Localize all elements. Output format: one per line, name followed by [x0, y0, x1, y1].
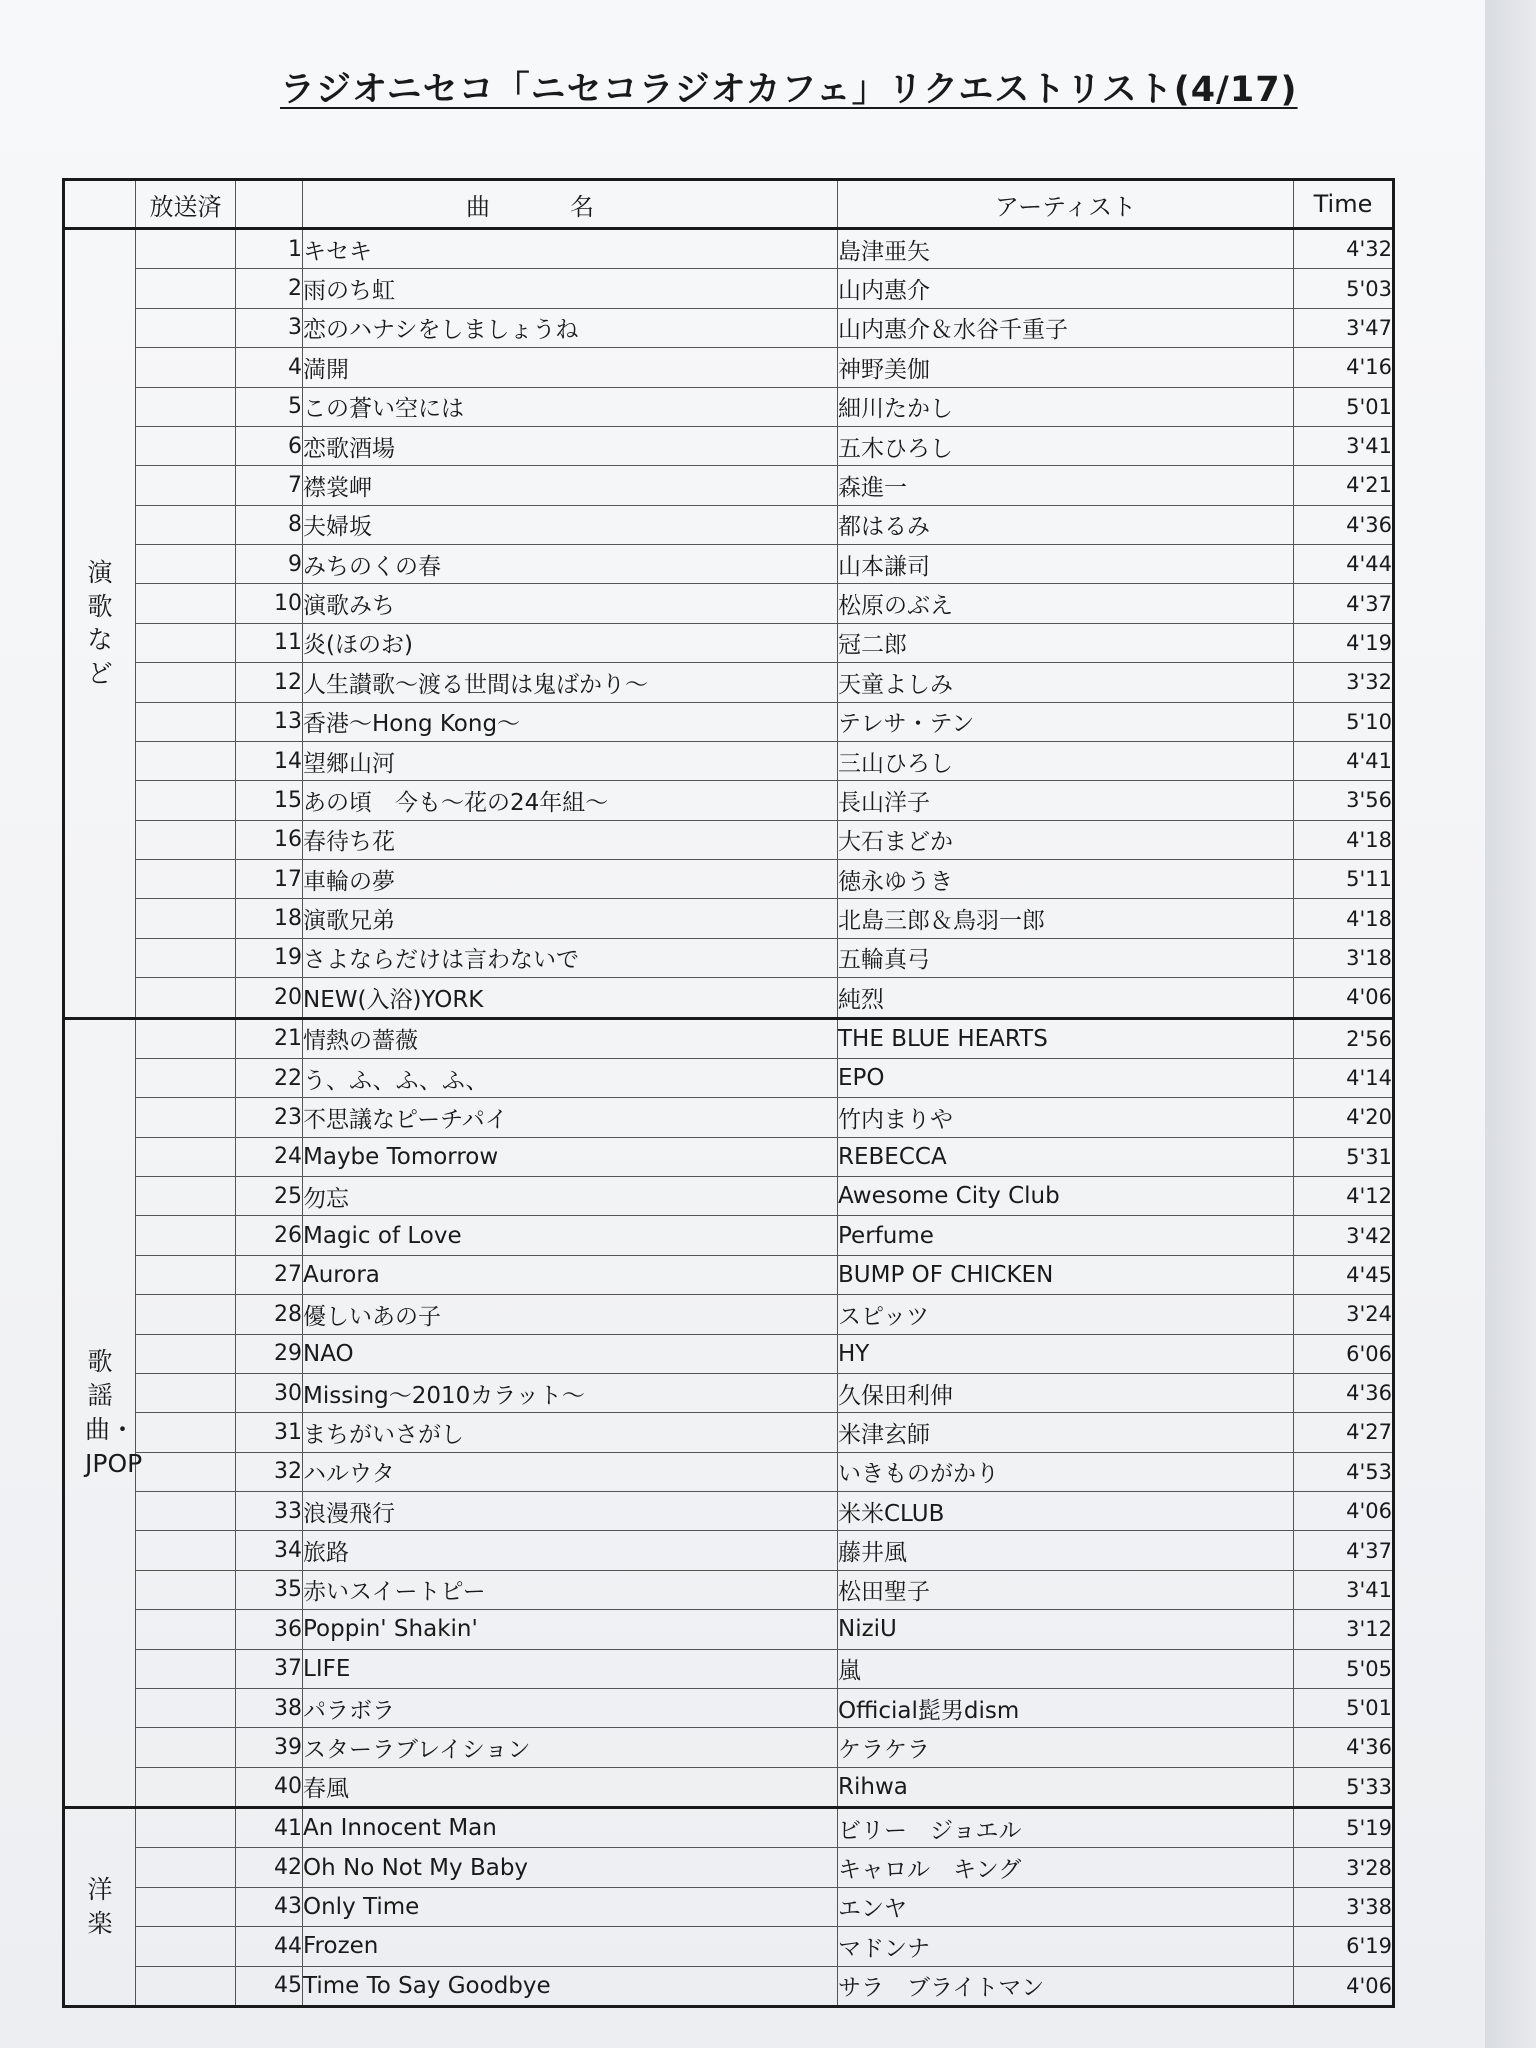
broadcast-checkbox-cell[interactable]	[136, 1295, 236, 1334]
song-number: 34	[236, 1531, 303, 1570]
table-row	[64, 1808, 1394, 1848]
broadcast-checkbox-cell[interactable]	[136, 1531, 236, 1570]
header-artist: アーティスト	[838, 180, 1294, 229]
song-title: Time To Say Goodbye	[303, 1966, 838, 2007]
song-title: 人生讃歌～渡る世間は鬼ばかり～	[303, 663, 838, 702]
table-row	[64, 1887, 1394, 1926]
table-row	[64, 899, 1394, 938]
song-title: 勿忘	[303, 1177, 838, 1216]
song-artist: NiziU	[838, 1610, 1294, 1649]
broadcast-checkbox-cell[interactable]	[136, 1728, 236, 1767]
song-artist: 松田聖子	[838, 1570, 1294, 1609]
table-row	[64, 1767, 1394, 1807]
table-row	[64, 1610, 1394, 1649]
song-time: 5'01	[1294, 1688, 1394, 1727]
song-time: 6'19	[1294, 1927, 1394, 1966]
song-artist: 藤井風	[838, 1531, 1294, 1570]
table-row	[64, 1058, 1394, 1097]
broadcast-checkbox-cell[interactable]	[136, 781, 236, 820]
song-title: Missing～2010カラット～	[303, 1373, 838, 1412]
song-title: あの頃 今も～花の24年組～	[303, 781, 838, 820]
song-time: 4'45	[1294, 1255, 1394, 1294]
song-number: 27	[236, 1255, 303, 1294]
song-time: 5'10	[1294, 702, 1394, 741]
song-title: LIFE	[303, 1649, 838, 1688]
song-artist: 山内惠介＆水谷千重子	[838, 308, 1294, 347]
song-number: 18	[236, 899, 303, 938]
song-artist: 大石まどか	[838, 820, 1294, 859]
song-artist: 天童よしみ	[838, 663, 1294, 702]
song-number: 26	[236, 1216, 303, 1255]
broadcast-checkbox-cell[interactable]	[136, 663, 236, 702]
song-title: Maybe Tomorrow	[303, 1137, 838, 1176]
broadcast-checkbox-cell[interactable]	[136, 1927, 236, 1966]
broadcast-checkbox-cell[interactable]	[136, 1177, 236, 1216]
song-title: 春待ち花	[303, 820, 838, 859]
song-title: ハルウタ	[303, 1452, 838, 1491]
broadcast-checkbox-cell[interactable]	[136, 1255, 236, 1294]
song-artist: 冠二郎	[838, 623, 1294, 662]
song-artist: REBECCA	[838, 1137, 1294, 1176]
table-row	[64, 1452, 1394, 1491]
table-row	[64, 1334, 1394, 1373]
song-time: 4'36	[1294, 505, 1394, 544]
background-edge	[1485, 0, 1536, 2048]
song-title: 恋のハナシをしましょうね	[303, 308, 838, 347]
song-artist: エンヤ	[838, 1887, 1294, 1926]
song-time: 4'18	[1294, 820, 1394, 859]
song-number: 39	[236, 1728, 303, 1767]
song-time: 3'42	[1294, 1216, 1394, 1255]
song-artist: 三山ひろし	[838, 741, 1294, 780]
broadcast-checkbox-cell[interactable]	[136, 1688, 236, 1727]
page-title: ラジオニセコ「ニセコラジオカフェ」リクエストリスト(4/17)	[280, 70, 1298, 110]
song-number: 35	[236, 1570, 303, 1609]
song-number: 41	[236, 1808, 303, 1848]
song-artist: テレサ・テン	[838, 702, 1294, 741]
song-artist: Awesome City Club	[838, 1177, 1294, 1216]
broadcast-checkbox-cell[interactable]	[136, 426, 236, 465]
header-category	[64, 180, 136, 229]
broadcast-checkbox-cell[interactable]	[136, 1058, 236, 1097]
table-row	[64, 781, 1394, 820]
broadcast-checkbox-cell[interactable]	[136, 269, 236, 308]
broadcast-checkbox-cell[interactable]	[136, 1492, 236, 1531]
song-title: 情熱の薔薇	[303, 1018, 838, 1058]
table-row	[64, 1728, 1394, 1767]
song-time: 3'47	[1294, 308, 1394, 347]
table-row	[64, 978, 1394, 1018]
broadcast-checkbox-cell[interactable]	[136, 584, 236, 623]
song-title: この蒼い空には	[303, 387, 838, 426]
header-row	[64, 180, 1394, 229]
song-title: Frozen	[303, 1927, 838, 1966]
broadcast-checkbox-cell[interactable]	[136, 1018, 236, 1058]
broadcast-checkbox-cell[interactable]	[136, 1373, 236, 1412]
song-title: 夫婦坂	[303, 505, 838, 544]
song-artist: 嵐	[838, 1649, 1294, 1688]
song-time: 4'41	[1294, 741, 1394, 780]
song-title: 春風	[303, 1767, 838, 1807]
song-number: 44	[236, 1927, 303, 1966]
broadcast-checkbox-cell[interactable]	[136, 899, 236, 938]
song-number: 40	[236, 1767, 303, 1807]
song-time: 3'28	[1294, 1848, 1394, 1887]
category-cell	[64, 229, 136, 1019]
broadcast-checkbox-cell[interactable]	[136, 938, 236, 977]
song-number: 5	[236, 387, 303, 426]
song-artist: 純烈	[838, 978, 1294, 1018]
table-row	[64, 308, 1394, 347]
song-title: NAO	[303, 1334, 838, 1373]
song-artist: 森進一	[838, 466, 1294, 505]
broadcast-checkbox-cell[interactable]	[136, 741, 236, 780]
table-row	[64, 229, 1394, 269]
song-artist: ビリー ジョエル	[838, 1808, 1294, 1848]
song-time: 5'33	[1294, 1767, 1394, 1807]
category-cell	[64, 1018, 143, 1808]
song-number: 6	[236, 426, 303, 465]
broadcast-checkbox-cell[interactable]	[136, 1098, 236, 1137]
song-artist: 五木ひろし	[838, 426, 1294, 465]
song-time: 4'06	[1294, 978, 1394, 1018]
table-row	[64, 387, 1394, 426]
song-artist: EPO	[838, 1058, 1294, 1097]
table-row	[64, 1018, 1394, 1058]
song-title: まちがいさがし	[303, 1413, 838, 1452]
broadcast-checkbox-cell[interactable]	[136, 1413, 236, 1452]
song-artist: マドンナ	[838, 1927, 1294, 1966]
song-title: 望郷山河	[303, 741, 838, 780]
broadcast-checkbox-cell[interactable]	[136, 1649, 236, 1688]
table-row	[64, 860, 1394, 899]
song-time: 2'56	[1294, 1018, 1394, 1058]
broadcast-checkbox-cell[interactable]	[136, 505, 236, 544]
song-time: 5'31	[1294, 1137, 1394, 1176]
table-row	[64, 426, 1394, 465]
song-time: 4'18	[1294, 899, 1394, 938]
song-number: 45	[236, 1966, 303, 2007]
broadcast-checkbox-cell[interactable]	[136, 1887, 236, 1926]
song-number: 31	[236, 1413, 303, 1452]
table-row	[64, 1492, 1394, 1531]
song-artist: 山本謙司	[838, 545, 1294, 584]
song-artist: BUMP OF CHICKEN	[838, 1255, 1294, 1294]
header-time: Time	[1294, 180, 1394, 229]
table-row	[64, 269, 1394, 308]
song-number: 16	[236, 820, 303, 859]
song-artist: 細川たかし	[838, 387, 1294, 426]
table-row	[64, 1966, 1394, 2007]
song-artist: 米米CLUB	[838, 1492, 1294, 1531]
song-time: 3'32	[1294, 663, 1394, 702]
song-artist: いきものがかり	[838, 1452, 1294, 1491]
song-time: 3'38	[1294, 1887, 1394, 1926]
song-time: 3'41	[1294, 1570, 1394, 1609]
broadcast-checkbox-cell[interactable]	[136, 545, 236, 584]
song-time: 5'01	[1294, 387, 1394, 426]
song-title: 恋歌酒場	[303, 426, 838, 465]
broadcast-checkbox-cell[interactable]	[136, 1334, 236, 1373]
table-row	[64, 938, 1394, 977]
song-number: 10	[236, 584, 303, 623]
table-row	[64, 584, 1394, 623]
song-artist: THE BLUE HEARTS	[838, 1018, 1294, 1058]
table-row	[64, 1688, 1394, 1727]
song-time: 4'37	[1294, 1531, 1394, 1570]
song-number: 12	[236, 663, 303, 702]
song-title: An Innocent Man	[303, 1808, 838, 1848]
broadcast-checkbox-cell[interactable]	[136, 1570, 236, 1609]
broadcast-checkbox-cell[interactable]	[136, 1610, 236, 1649]
song-time: 5'11	[1294, 860, 1394, 899]
song-artist: 山内惠介	[838, 269, 1294, 308]
song-time: 3'24	[1294, 1295, 1394, 1334]
table-row	[64, 623, 1394, 662]
table-row	[64, 1255, 1394, 1294]
table-row	[64, 1295, 1394, 1334]
table-row	[64, 1848, 1394, 1887]
broadcast-checkbox-cell[interactable]	[136, 308, 236, 347]
broadcast-checkbox-cell[interactable]	[136, 229, 236, 269]
song-artist: 竹内まりや	[838, 1098, 1294, 1137]
song-title: スターラブレイション	[303, 1728, 838, 1767]
header-number	[236, 180, 303, 229]
song-title: Poppin' Shakin'	[303, 1610, 838, 1649]
song-artist: 島津亜矢	[838, 229, 1294, 269]
song-title: 満開	[303, 348, 838, 387]
song-artist: 米津玄師	[838, 1413, 1294, 1452]
broadcast-checkbox-cell[interactable]	[136, 860, 236, 899]
song-time: 4'21	[1294, 466, 1394, 505]
song-time: 4'27	[1294, 1413, 1394, 1452]
song-time: 4'20	[1294, 1098, 1394, 1137]
song-number: 38	[236, 1688, 303, 1727]
song-artist: HY	[838, 1334, 1294, 1373]
song-number: 9	[236, 545, 303, 584]
song-title: Magic of Love	[303, 1216, 838, 1255]
song-time: 4'06	[1294, 1492, 1394, 1531]
table-row	[64, 545, 1394, 584]
table-row	[64, 1098, 1394, 1137]
song-time: 4'06	[1294, 1966, 1394, 2007]
table-row	[64, 741, 1394, 780]
song-number: 28	[236, 1295, 303, 1334]
song-artist: Perfume	[838, 1216, 1294, 1255]
song-number: 1	[236, 229, 303, 269]
broadcast-checkbox-cell[interactable]	[136, 1808, 236, 1848]
song-title: 赤いスイートピー	[303, 1570, 838, 1609]
broadcast-checkbox-cell[interactable]	[136, 466, 236, 505]
table-row	[64, 1413, 1394, 1452]
broadcast-checkbox-cell[interactable]	[136, 1452, 236, 1491]
song-number: 15	[236, 781, 303, 820]
song-artist: スピッツ	[838, 1295, 1294, 1334]
song-artist: 松原のぶえ	[838, 584, 1294, 623]
song-number: 30	[236, 1373, 303, 1412]
category-cell	[64, 1808, 136, 2007]
song-artist: 五輪真弓	[838, 938, 1294, 977]
song-number: 42	[236, 1848, 303, 1887]
table-row	[64, 466, 1394, 505]
song-time: 4'44	[1294, 545, 1394, 584]
song-number: 3	[236, 308, 303, 347]
table-row	[64, 1137, 1394, 1176]
song-title: Only Time	[303, 1887, 838, 1926]
song-artist: 徳永ゆうき	[838, 860, 1294, 899]
song-number: 17	[236, 860, 303, 899]
song-number: 4	[236, 348, 303, 387]
category-label: 洋 楽	[87, 1875, 113, 1938]
song-number: 19	[236, 938, 303, 977]
song-artist: 神野美伽	[838, 348, 1294, 387]
category-label: 歌謡曲・JPOP	[85, 1347, 143, 1478]
song-title: 演歌兄弟	[303, 899, 838, 938]
table-row	[64, 1216, 1394, 1255]
song-number: 36	[236, 1610, 303, 1649]
song-time: 4'12	[1294, 1177, 1394, 1216]
song-artist: 長山洋子	[838, 781, 1294, 820]
song-title: NEW(入浴)YORK	[303, 978, 838, 1018]
song-artist: Official髭男dism	[838, 1688, 1294, 1727]
song-number: 24	[236, 1137, 303, 1176]
broadcast-checkbox-cell[interactable]	[136, 978, 236, 1018]
song-artist: 都はるみ	[838, 505, 1294, 544]
song-title: Oh No Not My Baby	[303, 1848, 838, 1887]
song-list	[64, 229, 1394, 2007]
table-row	[64, 348, 1394, 387]
song-time: 5'05	[1294, 1649, 1394, 1688]
table-row	[64, 1649, 1394, 1688]
song-number: 33	[236, 1492, 303, 1531]
song-title: 雨のち虹	[303, 269, 838, 308]
broadcast-checkbox-cell[interactable]	[136, 1137, 236, 1176]
song-title: 車輪の夢	[303, 860, 838, 899]
table-row	[64, 1927, 1394, 1966]
song-time: 3'56	[1294, 781, 1394, 820]
request-list-table	[62, 178, 1395, 2008]
header-title: 曲名	[303, 180, 838, 229]
song-number: 8	[236, 505, 303, 544]
song-title: 浪漫飛行	[303, 1492, 838, 1531]
song-time: 5'03	[1294, 269, 1394, 308]
song-title: 香港～Hong Kong～	[303, 702, 838, 741]
table-row	[64, 1531, 1394, 1570]
song-title: Aurora	[303, 1255, 838, 1294]
song-time: 3'18	[1294, 938, 1394, 977]
song-artist: 久保田利伸	[838, 1373, 1294, 1412]
song-number: 23	[236, 1098, 303, 1137]
song-number: 37	[236, 1649, 303, 1688]
song-time: 4'36	[1294, 1728, 1394, 1767]
broadcast-checkbox-cell[interactable]	[136, 1848, 236, 1887]
broadcast-checkbox-cell[interactable]	[136, 387, 236, 426]
song-number: 43	[236, 1887, 303, 1926]
song-artist: Rihwa	[838, 1767, 1294, 1807]
song-number: 11	[236, 623, 303, 662]
song-title: 演歌みち	[303, 584, 838, 623]
song-number: 22	[236, 1058, 303, 1097]
table-row	[64, 1570, 1394, 1609]
song-time: 4'32	[1294, 229, 1394, 269]
table-row	[64, 1373, 1394, 1412]
table-row	[64, 663, 1394, 702]
song-number: 13	[236, 702, 303, 741]
category-label: 演歌 など	[87, 557, 113, 688]
song-artist: キャロル キング	[838, 1848, 1294, 1887]
broadcast-checkbox-cell[interactable]	[136, 1767, 236, 1807]
song-title: 不思議なピーチパイ	[303, 1098, 838, 1137]
broadcast-checkbox-cell[interactable]	[136, 820, 236, 859]
song-number: 7	[236, 466, 303, 505]
song-title: 優しいあの子	[303, 1295, 838, 1334]
header-broadcast: 放送済	[136, 180, 236, 229]
broadcast-checkbox-cell[interactable]	[136, 348, 236, 387]
table-row	[64, 505, 1394, 544]
song-title: う、ふ、ふ、ふ、	[303, 1058, 838, 1097]
song-title: 襟裳岬	[303, 466, 838, 505]
song-title: キセキ	[303, 229, 838, 269]
broadcast-checkbox-cell[interactable]	[136, 1216, 236, 1255]
song-time: 4'14	[1294, 1058, 1394, 1097]
song-time: 3'12	[1294, 1610, 1394, 1649]
song-number: 20	[236, 978, 303, 1018]
song-title: さよならだけは言わないで	[303, 938, 838, 977]
song-title: 旅路	[303, 1531, 838, 1570]
song-number: 14	[236, 741, 303, 780]
table-row	[64, 1177, 1394, 1216]
song-number: 21	[236, 1018, 303, 1058]
song-artist: ケラケラ	[838, 1728, 1294, 1767]
broadcast-checkbox-cell[interactable]	[136, 623, 236, 662]
song-title: みちのくの春	[303, 545, 838, 584]
song-time: 6'06	[1294, 1334, 1394, 1373]
song-time: 4'19	[1294, 623, 1394, 662]
table-row	[64, 820, 1394, 859]
song-number: 29	[236, 1334, 303, 1373]
song-time: 4'53	[1294, 1452, 1394, 1491]
table-row	[64, 702, 1394, 741]
song-title: 炎(ほのお)	[303, 623, 838, 662]
song-time: 4'36	[1294, 1373, 1394, 1412]
broadcast-checkbox-cell[interactable]	[136, 1966, 236, 2007]
song-time: 4'16	[1294, 348, 1394, 387]
song-number: 2	[236, 269, 303, 308]
song-artist: サラ ブライトマン	[838, 1966, 1294, 2007]
song-title: パラボラ	[303, 1688, 838, 1727]
song-artist: 北島三郎＆鳥羽一郎	[838, 899, 1294, 938]
song-time: 4'37	[1294, 584, 1394, 623]
song-time: 5'19	[1294, 1808, 1394, 1848]
broadcast-checkbox-cell[interactable]	[136, 702, 236, 741]
song-time: 3'41	[1294, 426, 1394, 465]
song-number: 25	[236, 1177, 303, 1216]
song-number: 32	[236, 1452, 303, 1491]
